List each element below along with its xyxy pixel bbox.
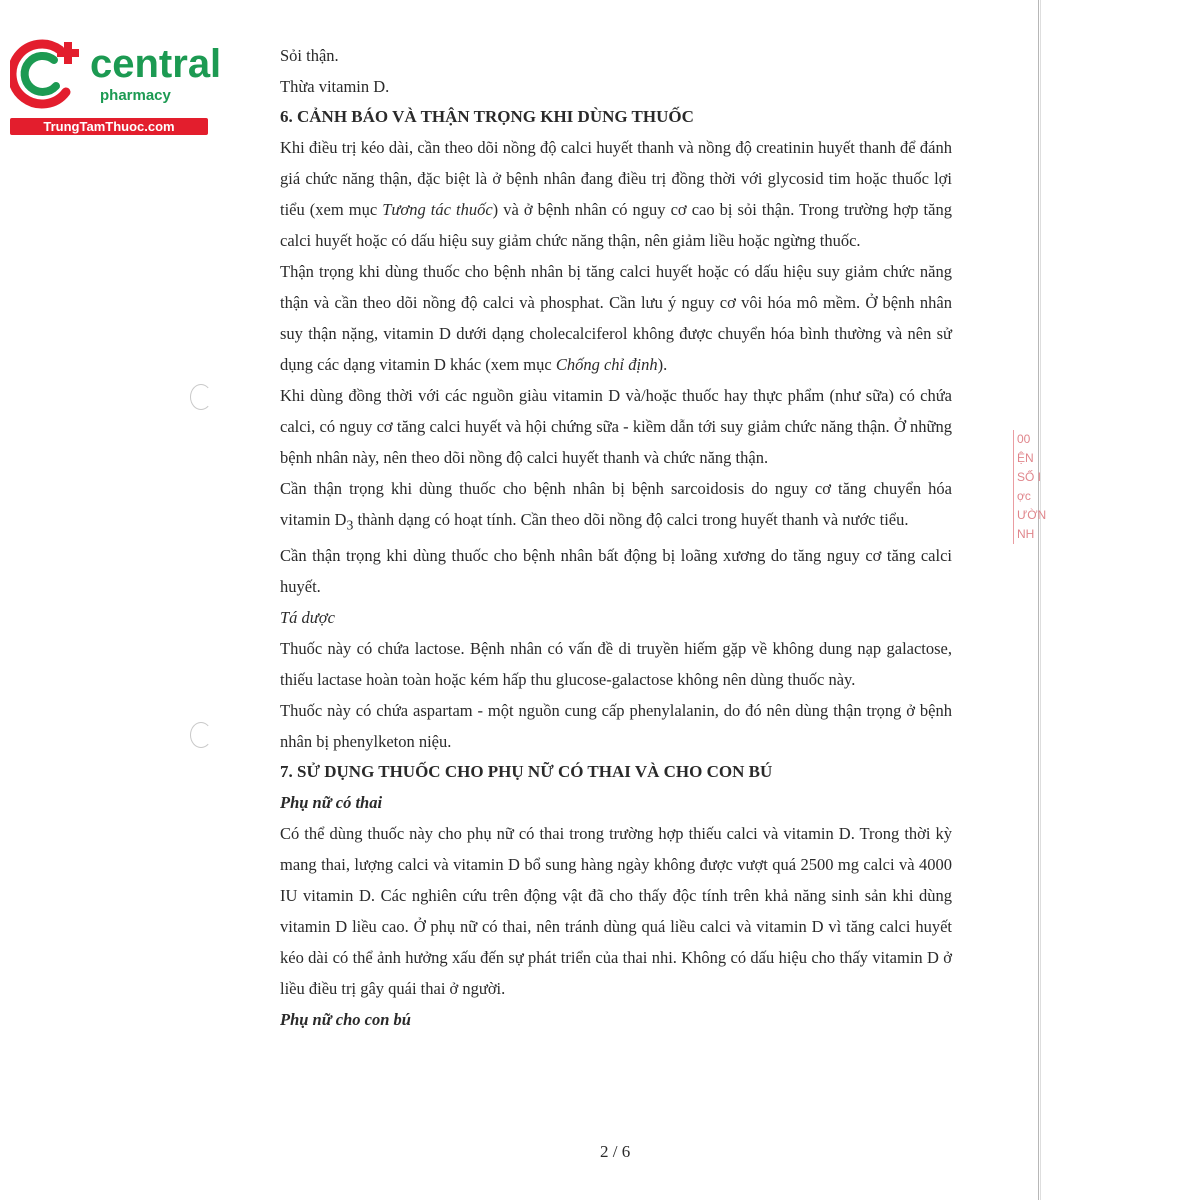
section-heading-7: 7. SỬ DỤNG THUỐC CHO PHỤ NỮ CÓ THAI VÀ CHO CON BÚ [280, 762, 773, 782]
brand-logo[interactable] [10, 36, 222, 136]
paragraph: Thuốc này có chứa lactose. Bệnh nhân có vấn đề di truyền hiếm gặp về không dung nạp galactose, thiếu lactase hoàn toàn hoặc kém hấp thu glucose-galactose không nên dùng thuốc này. [280, 639, 952, 690]
paragraph: Cần thận trọng khi dùng thuốc cho bệnh nhân bất động bị loãng xương do tăng nguy cơ tăng calci huyết. [280, 546, 952, 597]
paragraph-text: ) và ở bệnh nhân có nguy cơ cao bị sỏi thận. Trong trường hợp tăng calci huyết hoặc có dấu hiệu suy giảm chức năng thận, nên giảm liều hoặc ngừng thuốc. [280, 200, 952, 250]
text-line: Sỏi thận. [280, 46, 339, 65]
stamp-text: NH [1013, 525, 1041, 544]
stamp-text: ƯỜN [1013, 506, 1041, 525]
stamp-text: SỐ I [1013, 468, 1041, 487]
subheading-pregnancy: Phụ nữ có thai [280, 793, 383, 813]
document-body [280, 40, 952, 1035]
paragraph-text: Cần thận trọng khi dùng thuốc cho bệnh nhân bị bệnh sarcoidosis do nguy cơ tăng chuyển hóa vitamin D [280, 479, 952, 529]
stamp-text: ỆN [1013, 449, 1041, 468]
logo-brand-name: central [90, 42, 222, 86]
text-line: Thừa vitamin D. [280, 77, 390, 96]
subheading-excipients: Tá dược [280, 608, 335, 628]
page-number: 2 / 6 [600, 1142, 631, 1161]
paragraph: Khi dùng đồng thời với các nguồn giàu vitamin D và/hoặc thuốc hay thực phẩm (như sữa) có chứa calci, có nguy cơ tăng calci huyết và hội chứng sữa - kiềm dẫn tới suy giảm chức năng thận. Ở những bệnh nhân này, nên theo dõi nồng độ calci huyết thanh và chức năng thận. [280, 386, 952, 467]
stamp-text: ợc [1013, 487, 1041, 506]
page-edge-line [1038, 0, 1039, 1200]
subscript: 3 [346, 517, 354, 533]
page-edge-line [1040, 0, 1041, 1200]
paragraph: Thuốc này có chứa aspartam - một nguồn cung cấp phenylalanin, do đó nên dùng thận trọng ở bệnh nhân bị phenylketon niệu. [280, 701, 952, 752]
stamp-fragment [1013, 430, 1047, 590]
subheading-lactation: Phụ nữ cho con bú [280, 1010, 411, 1030]
cross-reference: Tương tác thuốc [382, 200, 493, 219]
paragraph [280, 256, 952, 380]
paragraph-text: Khi điều trị kéo dài, cần theo dõi nồng độ calci huyết thanh và nồng độ creatinin huyết thanh để đánh giá chức năng thận, đặc biệt là ở bệnh nhân đang điều trị đồng thời với glycosid tim hoặc thuốc lợi tiểu (xem mục [280, 138, 952, 219]
paragraph-text: Thận trọng khi dùng thuốc cho bệnh nhân bị tăng calci huyết hoặc có dấu hiệu suy giảm chức năng thận và cần theo dõi nồng độ calci và phosphat. Cần lưu ý nguy cơ vôi hóa mô mềm. Ở bệnh nhân suy thận nặng, vitamin D dưới dạng cholecalciferol không được chuyển hóa bình thường và nên sử dụng các dạng vitamin D khác (xem mục [280, 262, 952, 374]
paragraph-text: thành dạng có hoạt tính. Cần theo dõi nồng độ calci trong huyết thanh và nước tiểu. [353, 510, 909, 529]
binder-hole-mark [190, 384, 212, 410]
cross-reference: Chống chỉ định [555, 355, 658, 374]
stamp-text: 00 [1013, 430, 1041, 449]
logo-subtitle: pharmacy [100, 87, 171, 104]
central-pharmacy-logo-icon [10, 38, 88, 112]
paragraph: Có thể dùng thuốc này cho phụ nữ có thai trong trường hợp thiếu calci và vitamin D. Trong thời kỳ mang thai, lượng calci và vitamin D bổ sung hàng ngày không được vượt quá 2500 mg calci và 4000 IU vitamin D. Các nghiên cứu trên động vật đã cho thấy độc tính trên khả năng sinh sản khi dùng vitamin D liều cao. Ở phụ nữ có thai, nên tránh dùng quá liều calci và vitamin D vì tăng calci huyết kéo dài có thể ảnh hưởng xấu đến sự phát triển của thai nhi. Không có dấu hiệu cho thấy vitamin D ở liều điều trị gây quái thai ở người. [280, 824, 952, 999]
section-heading-6: 6. CẢNH BÁO VÀ THẬN TRỌNG KHI DÙNG THUỐC [280, 107, 694, 126]
logo-url-banner[interactable]: TrungTamThuoc.com [10, 118, 208, 135]
paragraph [280, 473, 952, 540]
paragraph-text: ). [657, 355, 668, 374]
paragraph [280, 132, 952, 256]
binder-hole-mark [190, 722, 212, 748]
